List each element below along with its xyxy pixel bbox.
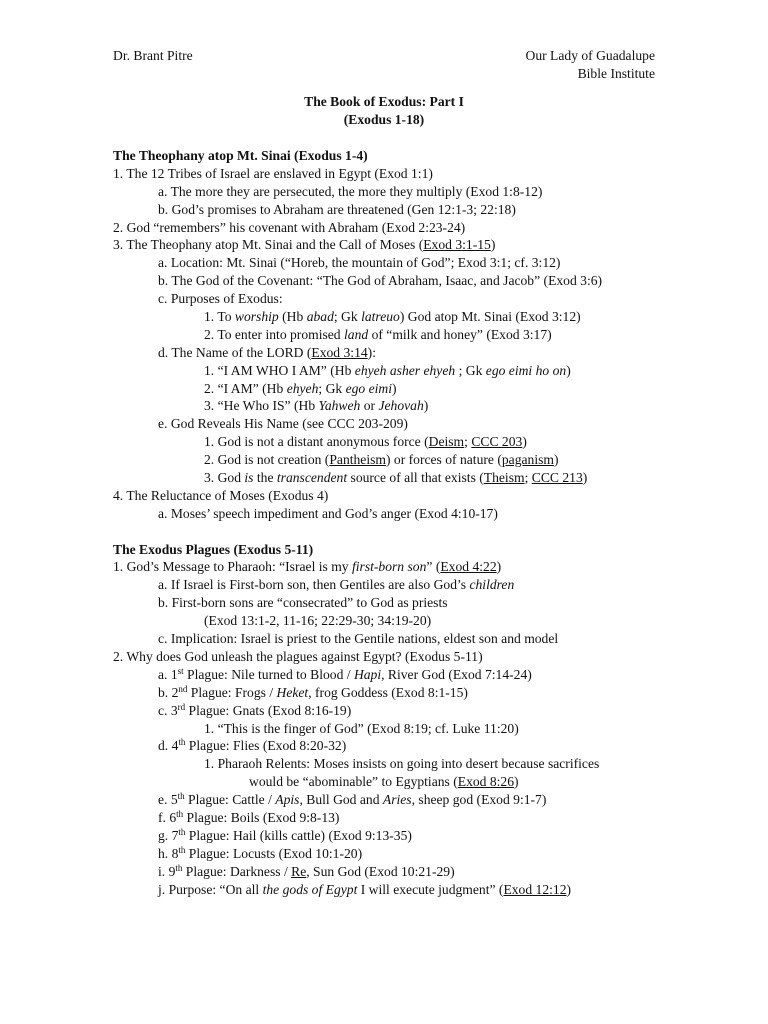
text: 3. The Theophany atop Mt. Sinai and the Call of Moses ( — [113, 237, 424, 253]
text: 1. “I AM WHO I AM” (Hb — [204, 362, 355, 378]
text: a. 1 — [158, 666, 178, 682]
scripture-reference: Exod 3:14 — [311, 344, 368, 360]
text: j. Purpose: “On all — [158, 881, 263, 897]
underlined-term: Theism — [483, 470, 525, 486]
outline-item — [113, 344, 673, 362]
document-subtitle: (Exodus 1-18) — [343, 112, 425, 127]
ordinal-suffix: th — [178, 844, 186, 855]
text: ) — [566, 881, 572, 897]
outline-item — [113, 433, 673, 451]
text: 3. “He Who IS” (Hb — [204, 398, 319, 414]
outline-item: a. Moses’ speech impediment and God’s anger (Exod 4:10-17) — [158, 505, 498, 521]
text: Plague: Locusts (Exod 10:1-20) — [185, 845, 363, 861]
italic-term: first-born son — [351, 559, 427, 575]
outline-item: a. Location: Mt. Sinai (“Horeb, the mountain of God”; Exod 3:1; cf. 3:12) — [158, 255, 561, 271]
ordinal-suffix: st — [177, 665, 184, 676]
scripture-reference: Exod 4:22 — [440, 559, 497, 575]
text: or — [360, 398, 379, 414]
text: b. 2 — [158, 684, 179, 700]
section-spacer — [113, 523, 673, 541]
outline-item — [113, 558, 673, 576]
text: d. The Name of the LORD ( — [158, 344, 312, 360]
text: 1. God is not a distant anonymous force ( — [204, 434, 429, 450]
italic-term: ego eimi ho on — [485, 362, 567, 378]
text: ) God atop Mt. Sinai (Exod 3:12) — [399, 309, 581, 325]
outline-item: e. God Reveals His Name (see CCC 203-209) — [158, 416, 408, 432]
section-heading-plagues: The Exodus Plagues (Exodus 5-11) — [113, 541, 314, 557]
scripture-reference: Exod 8:26 — [457, 774, 515, 790]
underlined-term: Pantheism — [329, 452, 386, 468]
text: h. 8 — [158, 845, 179, 861]
underlined-term: CCC 203 — [471, 434, 523, 450]
outline-item — [113, 809, 673, 827]
outline-item — [113, 576, 673, 594]
institution-line-2: Bible Institute — [577, 65, 655, 81]
outline-item — [113, 881, 673, 899]
outline-item-continued: (Exod 13:1-2, 11-16; 22:29-30; 34:19-20) — [204, 613, 432, 629]
text: 1. To — [204, 309, 235, 325]
italic-term: Aries — [382, 792, 412, 808]
text: ) — [582, 470, 588, 486]
text: ): — [367, 344, 376, 360]
text: would be “abominable” to Egyptians ( — [249, 774, 458, 790]
text: Plague: Frogs / — [187, 684, 277, 700]
author-name: Dr. Brant Pitre — [113, 48, 193, 63]
ordinal-suffix: th — [175, 862, 183, 873]
outline-item — [113, 397, 673, 415]
outline-item: a. The more they are persecuted, the more they multiply (Exod 1:8-12) — [158, 183, 543, 199]
italic-term: Heket — [276, 684, 309, 700]
text: , Sun God (Exod 10:21-29) — [306, 863, 455, 879]
outline-item-continued — [113, 773, 673, 791]
outline-item — [113, 737, 673, 755]
outline-item: 2. God “remembers” his covenant with Abraham (Exod 2:23-24) — [113, 219, 466, 235]
text: 3. God — [204, 470, 245, 486]
outline-item — [113, 827, 673, 845]
text: d. 4 — [158, 738, 179, 754]
outline-item: 1. The 12 Tribes of Israel are enslaved in Egypt (Exod 1:1) — [113, 165, 433, 181]
outline-item — [113, 308, 673, 326]
text: Plague: Cattle / — [184, 792, 276, 808]
text: Plague: Boils (Exod 9:8-13) — [183, 809, 340, 825]
outline-item — [113, 451, 673, 469]
outline-item — [113, 684, 673, 702]
scripture-reference: Exod 3:1-15 — [423, 237, 491, 253]
underlined-term: Re — [291, 863, 307, 879]
text: ; Gk — [318, 380, 346, 396]
institution-header — [526, 47, 655, 82]
outline-item: 4. The Reluctance of Moses (Exodus 4) — [113, 487, 329, 503]
outline-item — [113, 702, 673, 720]
italic-term: ehyeh asher ehyeh — [354, 362, 456, 378]
text: Plague: Gnats (Exod 8:16-19) — [185, 702, 352, 718]
outline-item — [113, 845, 673, 863]
outline-item: b. God’s promises to Abraham are threatened (Gen 12:1-3; 22:18) — [158, 201, 516, 217]
text: a. If Israel is First-born son, then Gentiles are also God’s — [158, 577, 470, 593]
text: ) — [496, 559, 502, 575]
italic-term: children — [469, 577, 515, 593]
institution-line-1: Our Lady of Guadalupe — [525, 48, 655, 63]
italic-term: Yahweh — [318, 398, 361, 414]
italic-term: land — [344, 326, 369, 342]
outline-item: 1. “This is the finger of God” (Exod 8:19; cf. Luke 11:20) — [204, 720, 519, 736]
outline-item: c. Purposes of Exodus: — [158, 291, 283, 307]
text: the — [253, 470, 277, 486]
text: ; — [464, 434, 472, 450]
text: , sheep god (Exod 9:1-7) — [411, 792, 547, 808]
italic-term: the gods of Egypt — [262, 881, 358, 897]
outline-item — [113, 791, 673, 809]
outline-item: 1. Pharaoh Relents: Moses insists on going into desert because sacrifices — [204, 756, 600, 772]
text: ) — [423, 398, 429, 414]
underlined-term: Deism — [428, 434, 465, 450]
italic-term: is — [244, 470, 254, 486]
italic-term: Hapi — [353, 666, 382, 682]
text: ” ( — [426, 559, 441, 575]
underlined-term: paganism — [501, 452, 554, 468]
text: 1. God’s Message to Pharaoh: “Israel is my — [113, 559, 352, 575]
italic-term: worship — [234, 309, 279, 325]
outline-item — [113, 863, 673, 881]
italic-term: ego eimi — [345, 380, 393, 396]
text: I will execute judgment” ( — [357, 881, 504, 897]
outline-item — [113, 469, 673, 487]
outline-item — [113, 380, 673, 398]
text: e. 5 — [158, 792, 178, 808]
ordinal-suffix: th — [176, 808, 184, 819]
ordinal-suffix: th — [178, 737, 186, 748]
text: of “milk and honey” (Exod 3:17) — [368, 326, 552, 342]
ordinal-suffix: th — [177, 791, 185, 802]
text: , River God (Exod 7:14-24) — [381, 666, 532, 682]
outline-body — [113, 147, 673, 898]
scripture-reference: Exod 12:12 — [503, 881, 567, 897]
text: ) — [566, 362, 571, 378]
outline-item: b. First-born sons are “consecrated” to God as priests — [158, 595, 448, 611]
ordinal-suffix: nd — [178, 683, 188, 694]
text: ; — [524, 470, 532, 486]
italic-term: latreuo — [361, 309, 400, 325]
text: 2. God is not creation ( — [204, 452, 330, 468]
outline-item — [113, 326, 673, 344]
text: ; Gk — [333, 309, 362, 325]
text: ) — [392, 380, 397, 396]
text: ) — [522, 434, 527, 450]
text: c. 3 — [158, 702, 178, 718]
document-title: The Book of Exodus: Part I — [304, 94, 464, 109]
text: Plague: Hail (kills cattle) (Exod 9:13-35) — [185, 827, 412, 843]
outline-item: c. Implication: Israel is priest to the Gentile nations, eldest son and model — [158, 631, 559, 647]
text: , frog Goddess (Exod 8:1-15) — [308, 684, 468, 700]
italic-term: ehyeh — [286, 380, 319, 396]
text: (Hb — [278, 309, 307, 325]
outline-item: b. The God of the Covenant: “The God of Abraham, Isaac, and Jacob” (Exod 3:6) — [158, 273, 603, 289]
section-heading-theophany: The Theophany atop Mt. Sinai (Exodus 1-4) — [113, 148, 368, 163]
text: , Bull God and — [299, 792, 383, 808]
text: f. 6 — [158, 809, 177, 825]
outline-item: 2. Why does God unleash the plagues against Egypt? (Exodus 5-11) — [113, 648, 483, 664]
text: ) — [490, 237, 496, 253]
outline-item — [113, 666, 673, 684]
text: Plague: Flies (Exod 8:20-32) — [185, 738, 347, 754]
text: source of all that exists ( — [347, 470, 484, 486]
underlined-term: CCC 213 — [531, 470, 583, 486]
text: Plague: Darkness / — [182, 863, 292, 879]
text: ; Gk — [455, 362, 486, 378]
text: 2. To enter into promised — [204, 326, 344, 342]
outline-item — [113, 362, 673, 380]
text: ) — [514, 774, 519, 790]
text: 2. “I AM” (Hb — [204, 380, 287, 396]
italic-term: Jehovah — [378, 398, 424, 414]
text: i. 9 — [158, 863, 176, 879]
text: ) or forces of nature ( — [385, 452, 502, 468]
text: Plague: Nile turned to Blood / — [183, 666, 354, 682]
italic-term: transcendent — [276, 470, 348, 486]
italic-term: abad — [306, 309, 334, 325]
ordinal-suffix: rd — [177, 701, 186, 712]
outline-item — [113, 236, 673, 254]
italic-term: Apis — [275, 792, 300, 808]
text: ) — [553, 452, 559, 468]
text: g. 7 — [158, 827, 179, 843]
ordinal-suffix: th — [178, 826, 186, 837]
